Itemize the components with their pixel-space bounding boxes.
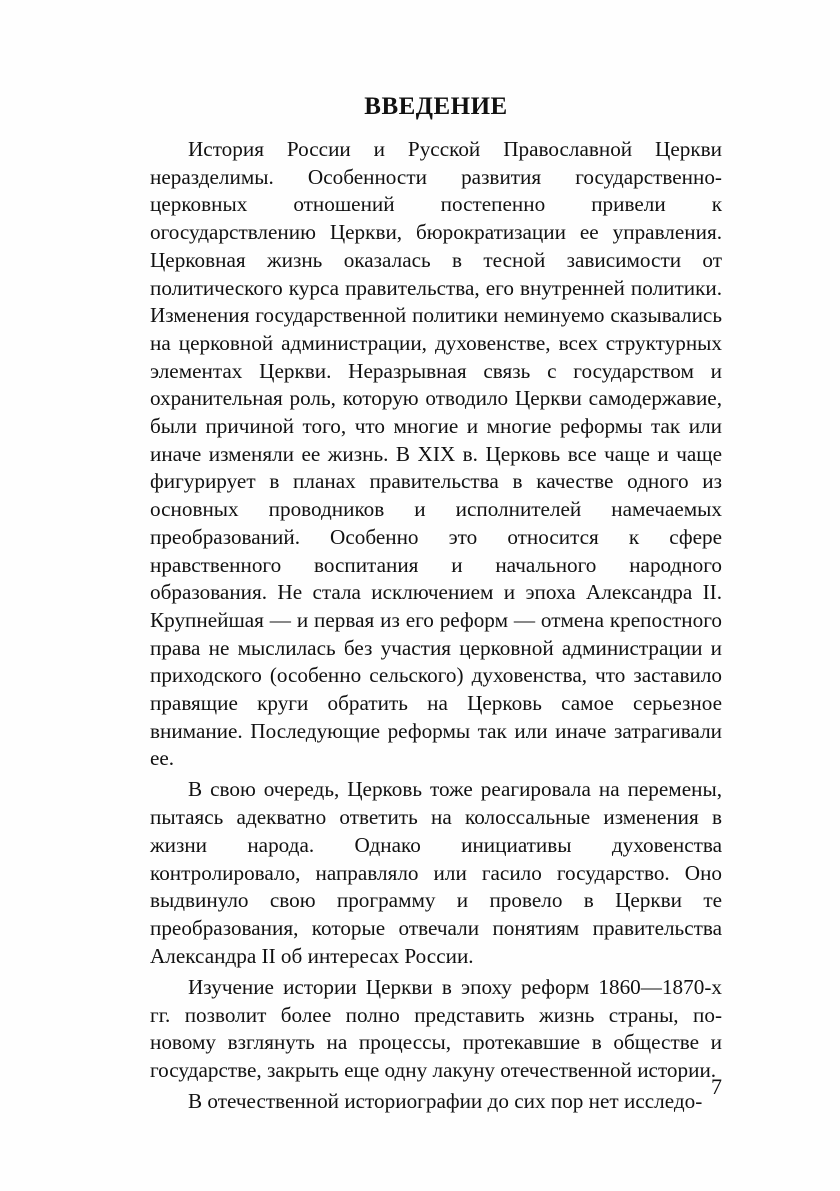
- page-text: [150, 92, 722, 1116]
- page-number: 7: [711, 1074, 722, 1099]
- paragraph-1: История России и Русской Православной Церкви неразделимы. Особенности развития государственно-церковных отношений постепенно привели к огосударствлению Церкви, бюрократизации ее управления. Церковная жизнь оказалась в тесной зависимости от политического курса правительства, его внутренней политики. Изменения государственной политики неминуемо сказывались на церковной администрации, духовенстве, всех структурных элементах Церкви. Неразрывная связь с государством и охранительная роль, которую отводило Церкви самодержавие, были причиной того, что многие и многие реформы так или иначе изменяли ее жизнь. В XIX в. Церковь все чаще и чаще фигурирует в планах правительства в качестве одного из основных проводников и исполнителей намечаемых преобразований. Особенно это относится к сфере нравственного воспитания и начального народного образования. Не стала исключением и эпоха Александра II. Крупнейшая — и первая из его реформ — отмена крепостного права не мыслилась без участия церковной администрации и приходского (особенно сельского) духовенства, что заставило правящие круги обратить на Церковь самое серьезное внимание. Последующие реформы так или иначе затрагивали ее.: [150, 137, 722, 771]
- page-title: ВВЕДЕНИЕ: [364, 93, 508, 120]
- paragraph-2: В свою очередь, Церковь тоже реагировала на перемены, пытаясь адекватно ответить на колоссальные изменения в жизни народа. Однако инициативы духовенства контролировало, направляло или гасило государство. Оно выдвинуло свою программу и провело в Церкви те преобразования, которые отвечали понятиям правительства Александра II об интересах России.: [150, 777, 722, 968]
- paragraph-4: В отечественной историографии до сих пор нет исследо-: [188, 1088, 703, 1113]
- paragraph-3: Изучение истории Церкви в эпоху реформ 1860—1870-х гг. позволит более полно представить жизнь страны, по-новому взглянуть на процессы, протекавшие в обществе и государстве, закрыть еще одну лакуну отечественной истории.: [150, 974, 722, 1083]
